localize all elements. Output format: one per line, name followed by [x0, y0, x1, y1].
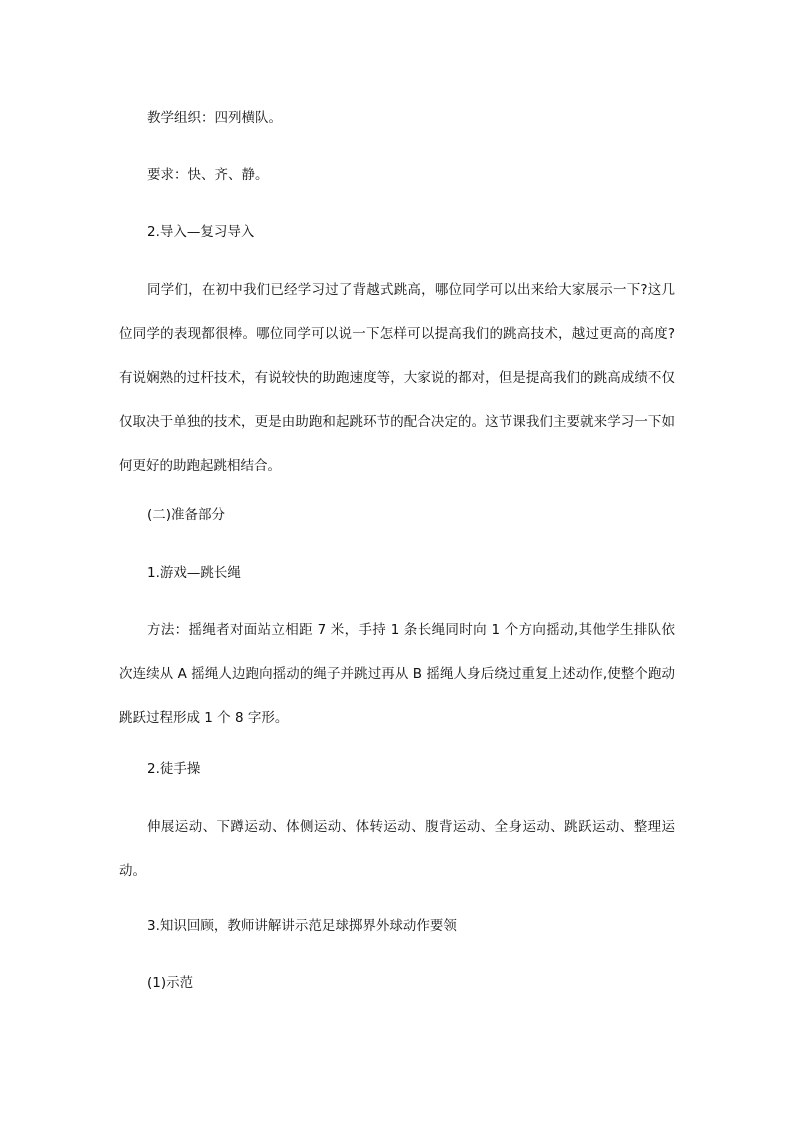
paragraph-exercise-list: 伸展运动、下蹲运动、体侧运动、体转运动、腹背运动、全身运动、跳跃运动、整理运动。 [119, 819, 675, 879]
paragraph-teaching-organization: 教学组织：四列横队。 [147, 110, 282, 126]
heading-preparation: (二)准备部分 [147, 507, 226, 523]
paragraph-game-method: 方法：摇绳者对面站立相距 7 米，手持 1 条长绳同时向 1 个方向摇动,其他学生排队依次连续从 A 摇绳人边跑向摇动的绳子并跳过再从 B 摇绳人身后绕过重复上述动作,使整个跑动跳跃过程形成 1 个 8 字形。 [119, 622, 675, 726]
heading-freehand-exercise: 2.徒手操 [147, 761, 201, 777]
heading-game-jump-rope: 1.游戏—跳长绳 [147, 565, 241, 581]
paragraph-requirements: 要求：快、齐、静。 [147, 167, 269, 183]
heading-knowledge-review: 3.知识回顾，教师讲解讲示范足球掷界外球动作要领 [147, 918, 457, 934]
heading-demonstration: (1)示范 [147, 975, 194, 991]
paragraph-introduction-body: 同学们，在初中我们已经学习过了背越式跳高，哪位同学可以出来给大家展示一下?这几位同学的表现都很棒。哪位同学可以说一下怎样可以提高我们的跳高技术，越过更高的高度?有说娴熟的过杆技术，有说较快的助跑速度等，大家说的都对，但是提高我们的跳高成绩不仅仅取决于单独的技术，更是由助跑和起跳环节的配合决定的。这节课我们主要就来学习一下如何更好的助跑起跳相结合。 [119, 282, 675, 474]
heading-introduction: 2.导入—复习导入 [147, 224, 255, 240]
